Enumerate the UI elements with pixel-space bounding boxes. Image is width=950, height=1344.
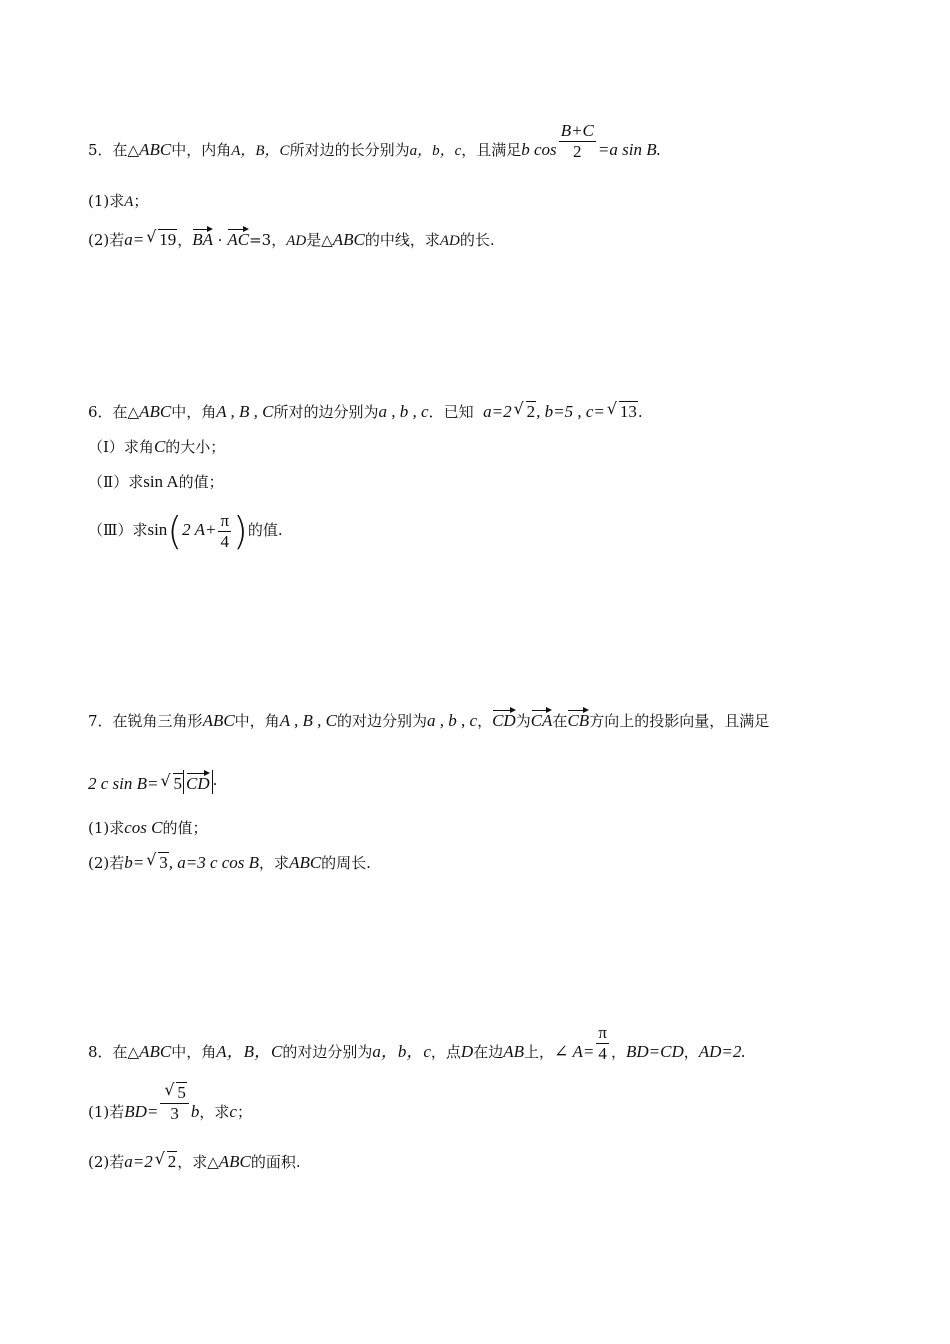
problem-8-q2: (2)若a=2 √ 2，求△ABC的面积. [88,1149,301,1171]
vector-ca: CA [531,707,553,731]
radical: √ 2 [513,399,536,421]
problem-6-q3: （Ⅲ）求sin(2 A+ $\frac{\pi}{4}$ )的值. [88,509,283,553]
problem-7-q1: (1)求cos C的值； [88,818,208,837]
problem-7-condition: 2 c sin B= √ 5 CD . [88,771,218,793]
vector-ba: BA [192,226,213,250]
radical: √ 5 [164,1079,186,1102]
problem-7-q2: (2)若b= √ 3, a=3 c cos B，求ABC的周长. [88,850,371,872]
fraction: √ 5 3 [160,1083,189,1124]
vector-cd: CD [492,707,516,731]
absolute-value [183,770,213,794]
vector-cb: CB [567,707,589,731]
fraction: $\frac{B+C}{2}$ [560,120,594,161]
problem-6-q1: （Ⅰ）求角C的大小； [88,437,226,456]
radical: √ 3 [146,850,168,872]
problem-6-stem: 6．在△ABC中，角A , B , C所对的边分别为a , b , c．已知 a=2 √ 2, b=5 , c= √ 13. [88,399,643,421]
vector-ac: AC [227,226,249,250]
fraction: $\frac{\pi}{4}$ [220,510,230,551]
vector-cd: CD [186,770,210,794]
radical: √ 13 [606,399,637,421]
problem-8-stem: 8．在△ABC中，角A，B，C的对边分别为a，b，c，点D在边AB上，∠ A= $\frac{\pi}{4}$ ，BD=CD，AD=2. [88,1022,746,1063]
problem-5-q2: (2)若a= √ 19，BA · AC=3，AD是△ABC的中线，求AD的长. [88,227,495,249]
problem-7-stem: 7．在锐角三角形ABC中，角A , B , C的对边分别为a , b , c，CD为CA在CB方向上的投影向量，且满足 [88,707,769,731]
problem-5-stem: 5．在△ABC中，内角A，B，C所对边的长分别为a，b，c，且满足b cos $\frac{B+C}{2}$ =a sin B. [88,120,661,161]
radical: √ 2 [154,1149,177,1171]
problem-8-q1: (1)若BD= √ 5 3 b，求c； [88,1079,252,1123]
radical: √ 5 [160,771,182,793]
problem-5-q1: (1)求A； [88,192,149,210]
fraction: $\frac{\pi}{4}$ [598,1022,607,1063]
problem-6-q2: （Ⅱ）求sin A的值； [88,472,224,491]
radical: √ 19 [146,227,177,249]
